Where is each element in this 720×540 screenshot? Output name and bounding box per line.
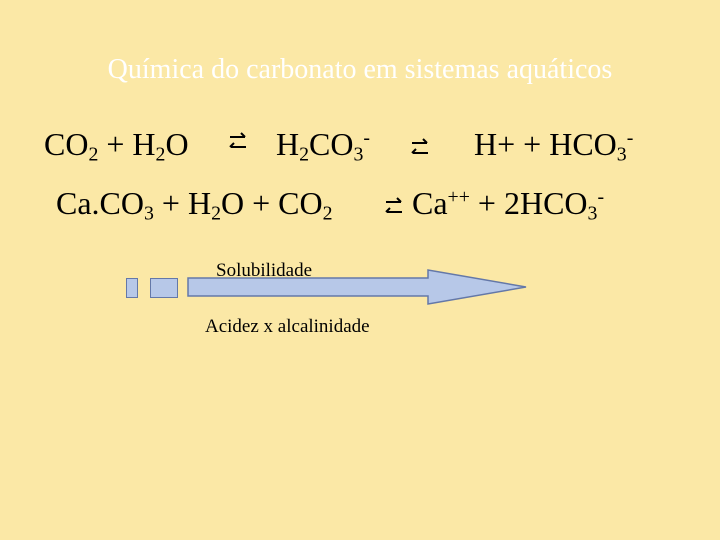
- equation-1-right: [474, 126, 634, 166]
- eq1-o: O: [165, 126, 189, 162]
- eq1-co: CO: [44, 126, 89, 162]
- eq2-ca-sup: ++: [447, 186, 470, 209]
- eq2-caco-sub: 3: [144, 202, 154, 225]
- small-block-1: [126, 278, 138, 298]
- eq2-caco: Ca.CO: [56, 185, 144, 221]
- eq2-co-sub: 2: [322, 202, 333, 225]
- eq2-plus-h: + H: [153, 185, 212, 221]
- eq1-co-sub: 2: [88, 143, 99, 166]
- equation-2-left: [56, 185, 333, 225]
- equilibrium-arrows-icon: [410, 134, 430, 160]
- eq2-ca: Ca: [412, 185, 448, 221]
- eq1-h2: H: [276, 126, 300, 162]
- eq1-co3-sub: 3: [353, 143, 364, 166]
- equation-2-right: [412, 185, 605, 225]
- small-block-2: [150, 278, 178, 298]
- eq2-h-sub: 2: [211, 202, 221, 225]
- eq1-h-sub: 2: [155, 143, 166, 166]
- acidity-alkalinity-label: Acidez x alcalinidade: [205, 316, 370, 337]
- eq1-co3-sup: -: [363, 127, 371, 150]
- solubility-label: Solubilidade: [216, 260, 313, 281]
- eq1-h2-sub: 2: [299, 143, 310, 166]
- eq2-o-plus-co: O + CO: [221, 185, 323, 221]
- eq2-plus-hco: + 2HCO: [469, 185, 588, 221]
- eq2-hco-sup: -: [597, 186, 605, 209]
- equation-1-left: [44, 126, 189, 166]
- equilibrium-arrows-icon: [228, 128, 248, 154]
- eq2-hco-sub: 3: [587, 202, 598, 225]
- eq1-hplus-hco: H+ + HCO: [474, 126, 617, 162]
- eq1-plus-h: + H: [98, 126, 156, 162]
- equation-1-middle: [276, 126, 371, 166]
- eq1-co3: CO: [309, 126, 354, 162]
- equilibrium-arrows-icon: [384, 193, 404, 219]
- eq1-hco3-sup: -: [626, 127, 634, 150]
- eq1-hco3-sub: 3: [616, 143, 627, 166]
- slide-title: Química do carbonato em sistemas aquáticos: [107, 54, 613, 85]
